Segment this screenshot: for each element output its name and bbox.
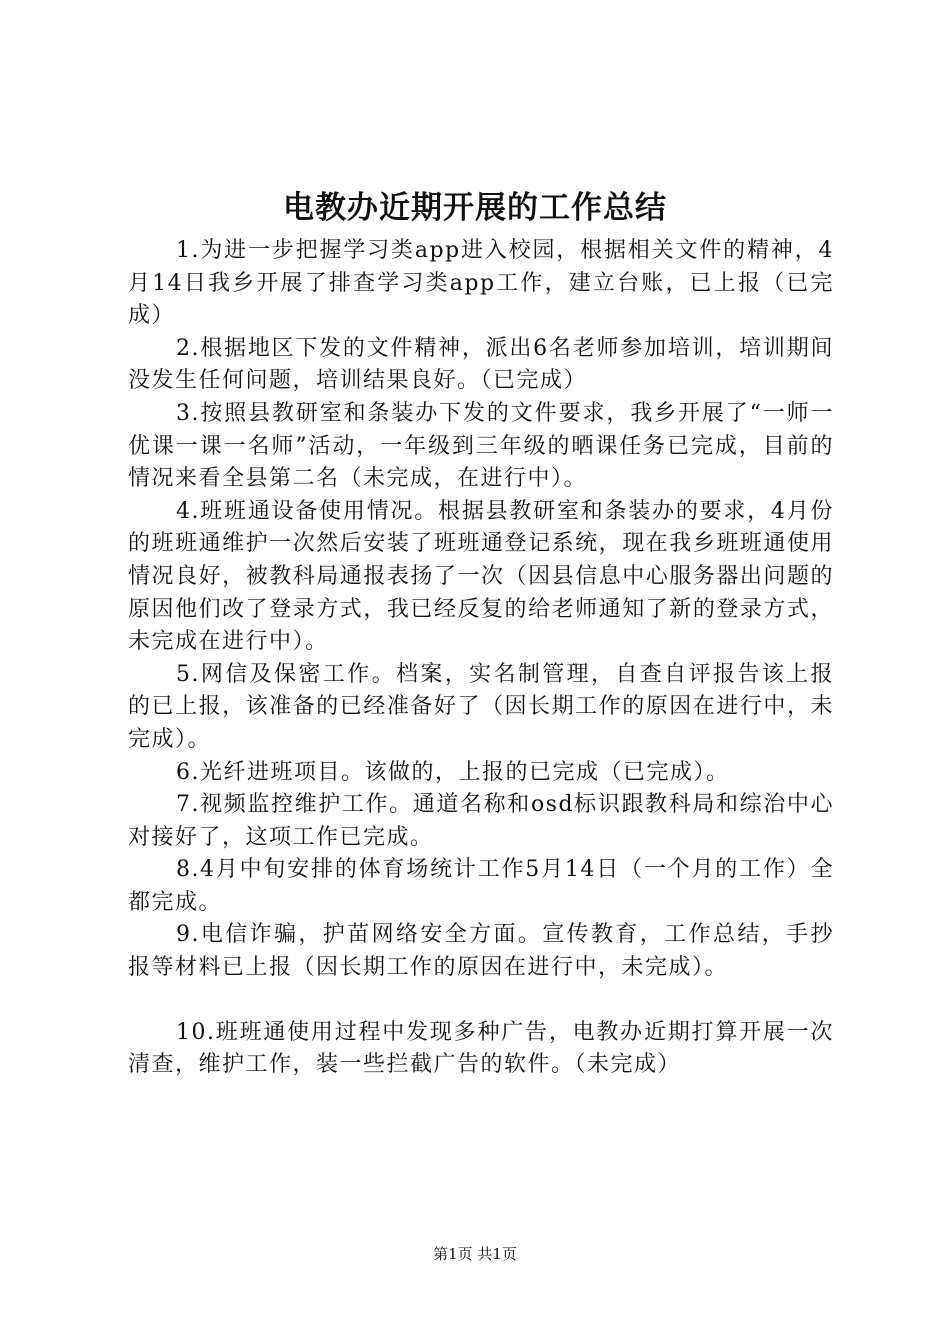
page-footer: 第1页 共1页	[433, 1245, 517, 1263]
paragraph-2: 2.根据地区下发的文件精神，派出6名老师参加培训，培训期间没发生任何问题，培训结果良好。（已完成）	[128, 335, 834, 394]
paragraph-7: 7.视频监控维护工作。通道名称和osd标识跟教科局和综治中心对接好了，这项工作已完成。	[128, 792, 834, 850]
document-body	[128, 235, 834, 1082]
paragraph-8: 8.4月中旬安排的体育场统计工作5月14日（一个月的工作）全都完成。	[128, 857, 834, 915]
paragraph-5: 5.网信及保密工作。档案，实名制管理，自查自评报告该上报的已上报，该准备的已经准备好了（因长期工作的原因在进行中，未完成）。	[128, 661, 834, 752]
paragraph-4: 4.班班通设备使用情况。根据县教研室和条装办的要求，4月份的班班通维护一次然后安装了班班通登记系统，现在我乡班班通使用情况良好，被教科局通报表扬了一次（因县信息中心服务器出问题的原因他们改了登录方式，我已经反复的给老师通知了新的登录方式，未完成在进行中）。	[128, 498, 834, 655]
paragraph-6: 6.光纤进班项目。该做的，上报的已完成（已完成）。	[176, 759, 730, 785]
paragraph-10: 10.班班通使用过程中发现多种广告，电教办近期打算开展一次清查，维护工作，装一些拦截广告的软件。（未完成）	[128, 1019, 834, 1078]
paragraph-1: 1.为进一步把握学习类app进入校园，根据相关文件的精神，4月14日我乡开展了排查学习类app工作，建立台账，已上报（已完成）	[128, 238, 834, 329]
paragraph-3: 3.按照县教研室和条装办下发的文件要求，我乡开展了“一师一优课一课一名师”活动，一年级到三年级的晒课任务已完成，目前的情况来看全县第二名（未完成，在进行中）。	[128, 400, 834, 492]
paragraph-9: 9.电信诈骗，护苗网络安全方面。宣传教育，工作总结，手抄报等材料已上报（因长期工作的原因在进行中，未完成）。	[128, 922, 834, 981]
document-title: 电教办近期开展的工作总结	[283, 190, 667, 226]
